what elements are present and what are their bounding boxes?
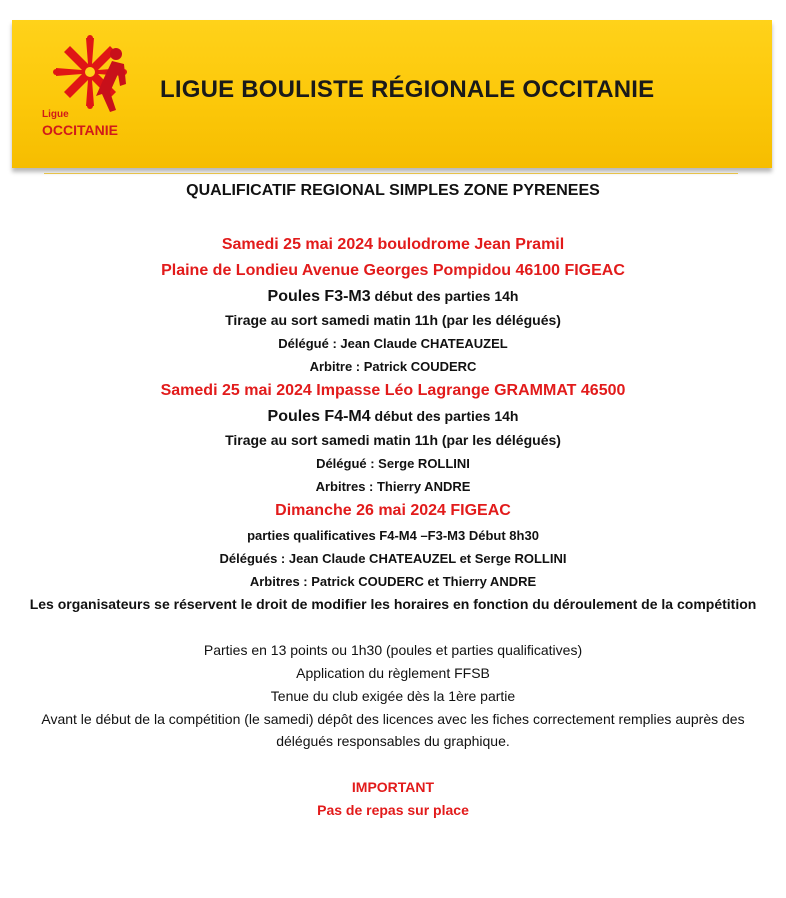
session3-parties: parties qualificatives F4-M4 –F3-M3 Début 8h30 bbox=[247, 528, 539, 543]
session2-poules-time: début des parties 14h bbox=[370, 408, 519, 424]
session2-tirage: Tirage au sort samedi matin 11h (par les délégués) bbox=[225, 432, 561, 448]
session1-arbitre: Arbitre : Patrick COUDERC bbox=[309, 359, 477, 374]
organizer-notice: Les organisateurs se réservent le droit de modifier les horaires en fonction du déroulement de la compétition bbox=[29, 596, 757, 612]
session1-poules-name: Poules F3-M3 bbox=[267, 288, 371, 305]
header-banner bbox=[12, 20, 772, 168]
document-title: QUALIFICATIF REGIONAL SIMPLES ZONE PYRENEES bbox=[186, 182, 600, 199]
rule-licences: Avant le début de la compétition (le samedi) dépôt des licences avec les fiches correctement remplies auprès des délégués responsables du graphique. bbox=[41, 711, 745, 749]
no-meal-notice: Pas de repas sur place bbox=[317, 802, 469, 818]
session1-tirage: Tirage au sort samedi matin 11h (par les délégués) bbox=[225, 312, 561, 328]
rule-tenue: Tenue du club exigée dès la 1ère partie bbox=[270, 688, 516, 704]
session1-poules bbox=[0, 284, 786, 308]
logo-ligue-text: Ligue bbox=[42, 109, 69, 120]
session1-address: Plaine de Londieu Avenue Georges Pompidou 46100 FIGEAC bbox=[161, 262, 625, 279]
session3-date: Dimanche 26 mai 2024 FIGEAC bbox=[275, 502, 511, 519]
logo-occitanie-text: OCCITANIE bbox=[42, 122, 118, 138]
session2-poules bbox=[0, 404, 786, 428]
rule-ffsb: Application du règlement FFSB bbox=[296, 665, 490, 681]
important-label: IMPORTANT bbox=[351, 779, 435, 795]
spacer bbox=[0, 204, 786, 232]
session1-delegue: Délégué : Jean Claude CHATEAUZEL bbox=[278, 336, 508, 351]
session2-date: Samedi 25 mai 2024 Impasse Léo Lagrange GRAMMAT 46500 bbox=[160, 382, 626, 399]
session2-poules-name: Poules F4-M4 bbox=[267, 408, 371, 425]
session2-arbitre: Arbitres : Thierry ANDRE bbox=[315, 479, 471, 494]
spacer bbox=[0, 752, 786, 776]
session1-date: Samedi 25 mai 2024 boulodrome Jean Pramil bbox=[221, 236, 565, 253]
session3-arbitres: Arbitres : Patrick COUDERC et Thierry ANDRE bbox=[249, 574, 537, 589]
spacer bbox=[0, 615, 786, 639]
session2-delegue: Délégué : Serge ROLLINI bbox=[316, 456, 470, 471]
league-title: LIGUE BOULISTE RÉGIONALE OCCITANIE bbox=[160, 76, 655, 103]
rule-points: Parties en 13 points ou 1h30 (poules et parties qualificatives) bbox=[203, 642, 583, 658]
session1-poules-time: début des parties 14h bbox=[370, 288, 519, 304]
divider bbox=[44, 173, 738, 174]
document-body bbox=[0, 178, 786, 822]
session3-delegues: Délégués : Jean Claude CHATEAUZEL et Serge ROLLINI bbox=[219, 551, 567, 566]
